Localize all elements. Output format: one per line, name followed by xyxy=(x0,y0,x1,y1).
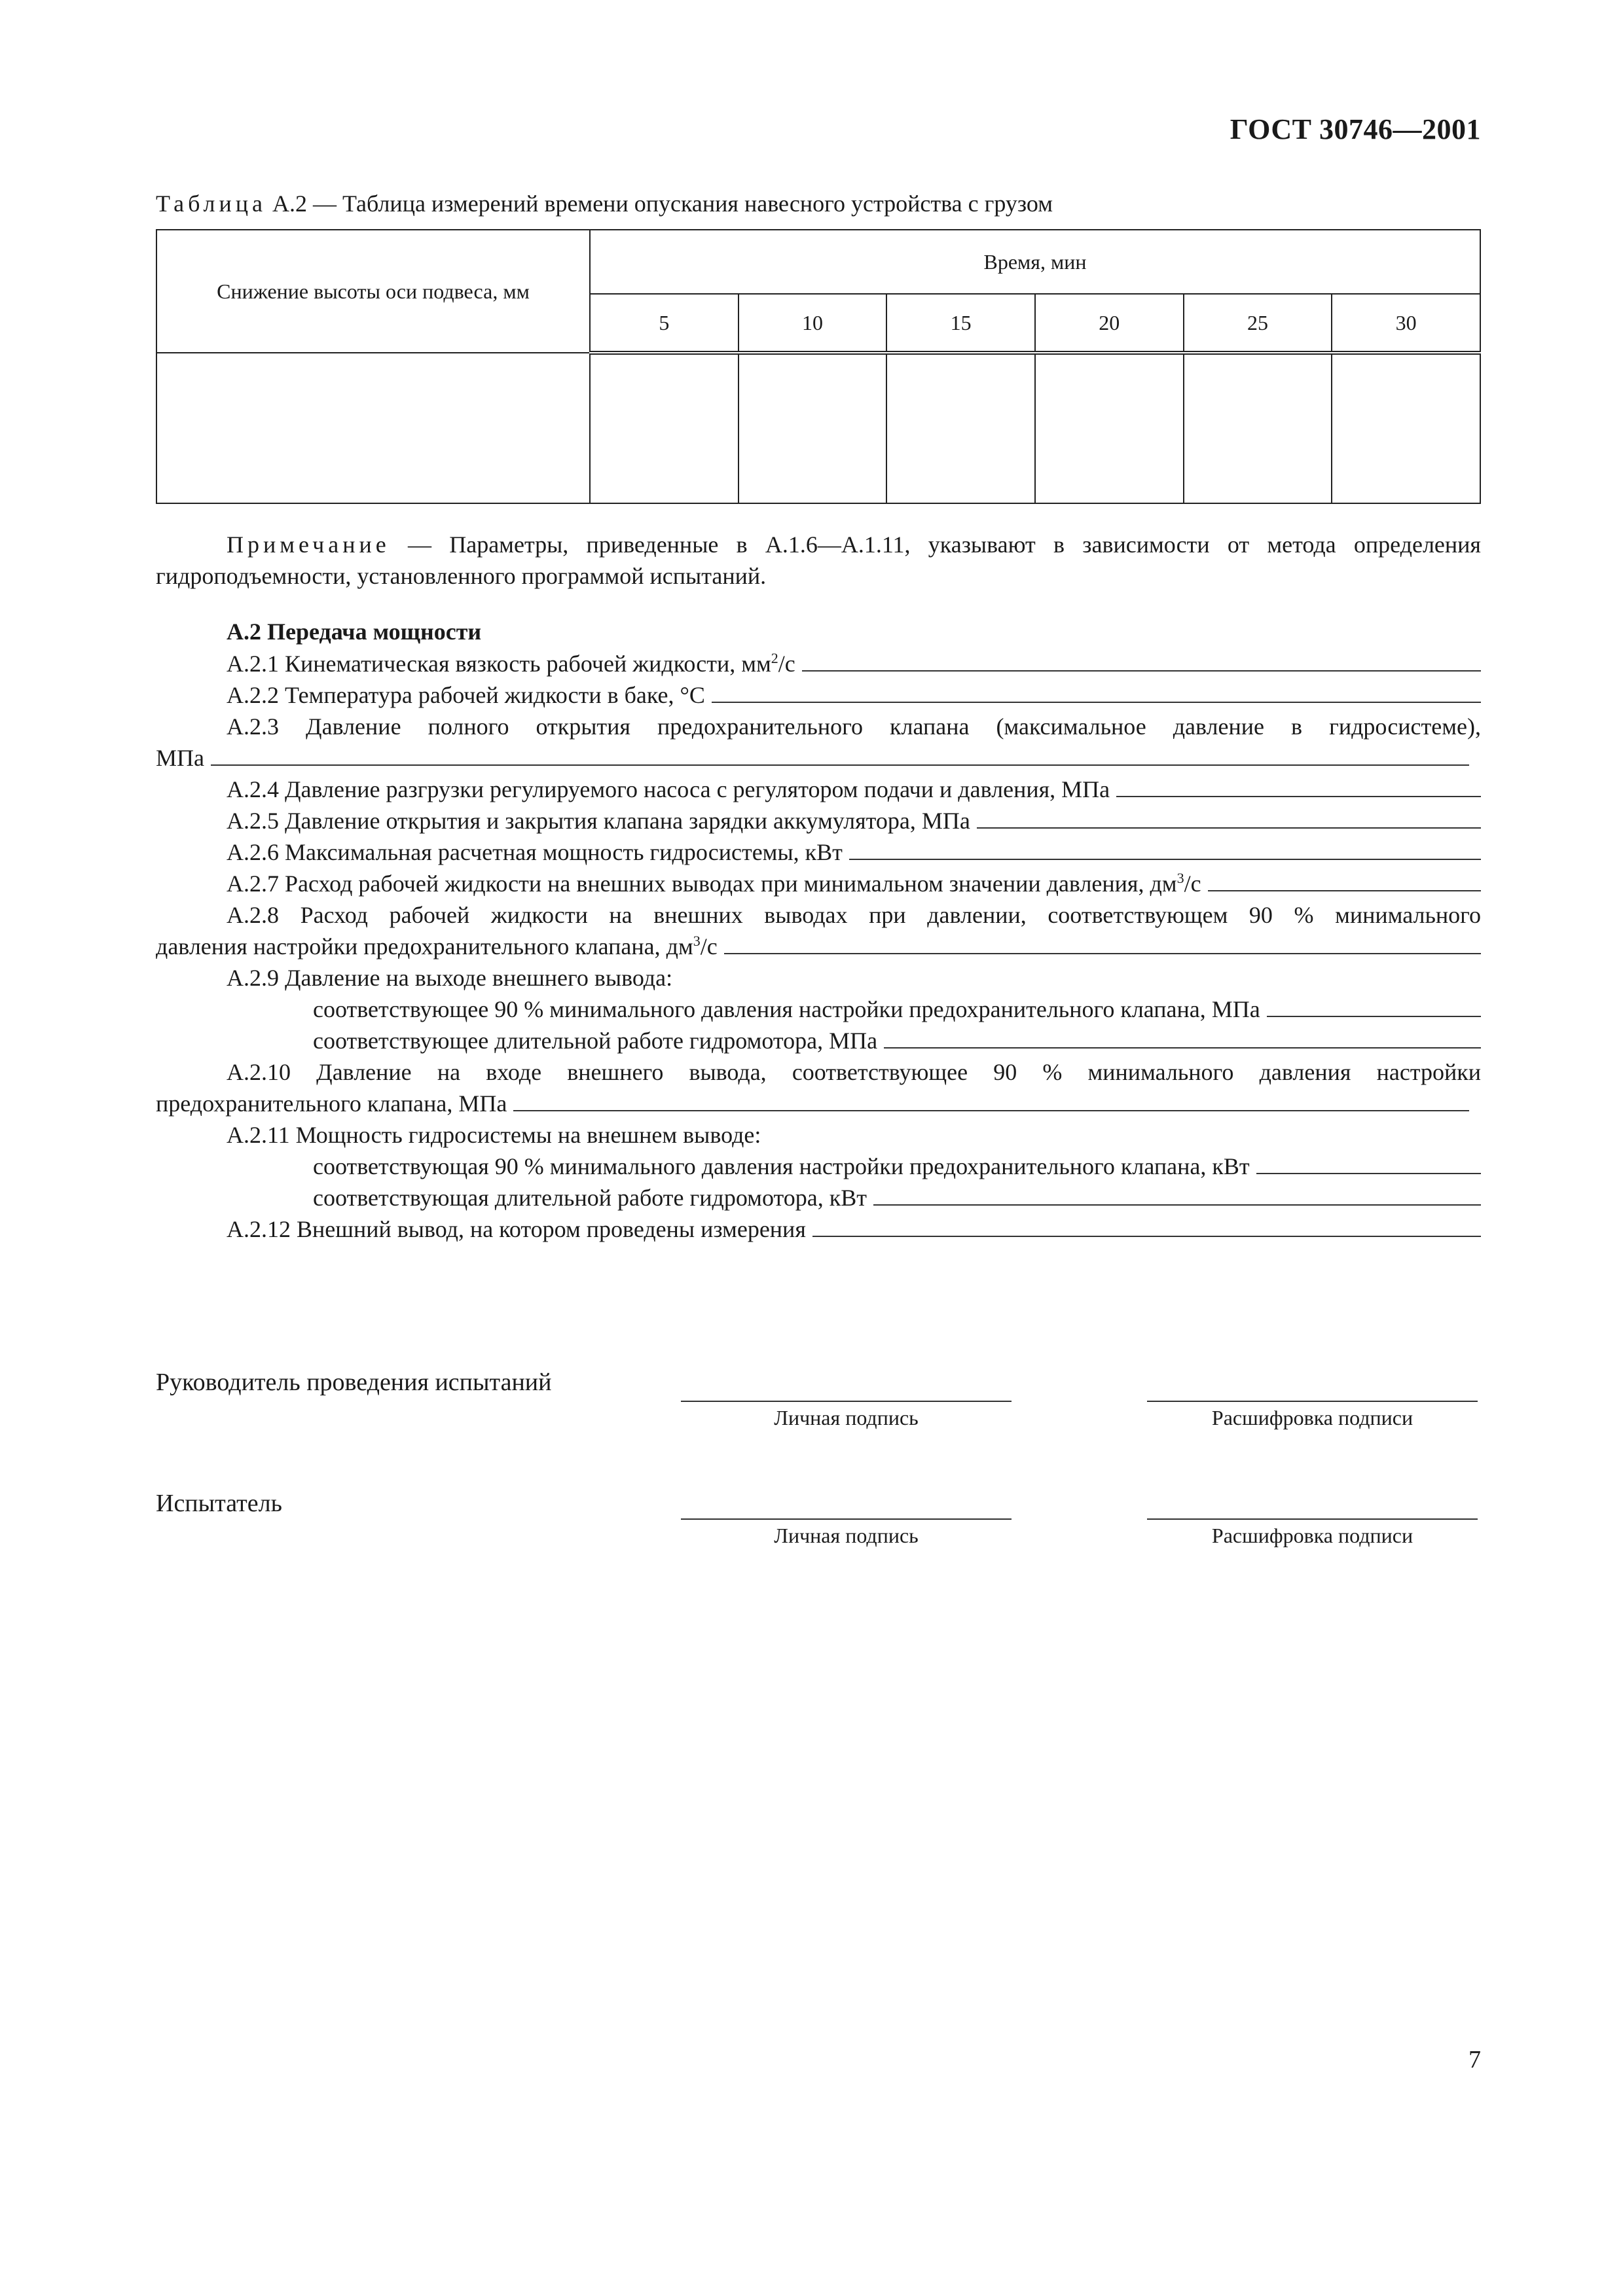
field-row xyxy=(156,962,1481,994)
field-label: А.2.2 Температура рабочей жидкости в баке, °С xyxy=(227,682,705,708)
table-caption xyxy=(156,190,1053,217)
field-label: А.2.10 Давление на входе внешнего вывода, соответствующее 90 % минимального давления настройки xyxy=(227,1059,1481,1085)
fill-in-line[interactable] xyxy=(1267,994,1481,1017)
fill-in-line[interactable] xyxy=(812,1213,1481,1237)
fill-in-line[interactable] xyxy=(1256,1151,1481,1174)
tester-signature-line[interactable] xyxy=(681,1518,1012,1520)
field-row xyxy=(156,836,1481,868)
personal-signature-caption: Личная подпись xyxy=(774,1406,919,1429)
tester-label: Испытатель xyxy=(156,1490,282,1517)
table-cell xyxy=(156,353,590,503)
signature-decoding-caption: Расшифровка подписи xyxy=(1211,1524,1413,1547)
field-label: соответствующее длительной работе гидромотора, МПа xyxy=(313,1028,878,1054)
table-cell xyxy=(590,353,739,503)
table-caption-text: А.2 — Таблица измерений времени опускания навесного устройства с грузом xyxy=(266,190,1053,217)
field-label: А.2.5 Давление открытия и закрытия клапана зарядки аккумулятора, МПа xyxy=(227,808,970,834)
fill-in-line[interactable] xyxy=(873,1182,1481,1206)
row-header-cell: Снижение высоты оси подвеса, мм xyxy=(156,230,590,353)
fill-in-line[interactable] xyxy=(802,648,1481,672)
field-row xyxy=(156,1151,1481,1182)
field-label: соответствующее 90 % минимального давления настройки предохранительного клапана, МПа xyxy=(313,996,1260,1022)
column-header: 20 xyxy=(1035,294,1184,353)
fill-in-line[interactable] xyxy=(977,805,1481,829)
note-text: — Параметры, приведенные в А.1.6—А.1.11, указывают в зависимости от метода определения гидроподъемности, установленного программой испытаний. xyxy=(156,531,1481,589)
column-header: 10 xyxy=(739,294,887,353)
field-label: А.2.6 Максимальная расчетная мощность гидросистемы, кВт xyxy=(227,839,843,865)
fill-in-line[interactable] xyxy=(513,1088,1469,1111)
supervisor-decoding-line[interactable] xyxy=(1147,1401,1478,1402)
table-caption-prefix: Таблица xyxy=(156,190,266,217)
field-row xyxy=(156,994,1481,1025)
personal-signature-caption: Личная подпись xyxy=(774,1524,919,1547)
field-row xyxy=(156,1119,1481,1151)
table-cell xyxy=(1184,353,1332,503)
field-label: А.2.3 Давление полного открытия предохранительного клапана (максимальное давление в гидросистеме), xyxy=(227,713,1481,740)
field-row xyxy=(156,1088,1481,1119)
fill-in-line[interactable] xyxy=(1208,868,1481,891)
document-id: ГОСТ 30746—2001 xyxy=(1230,113,1481,145)
field-label: А.2.8 Расход рабочей жидкости на внешних выводах при давлении, соответствующем 90 % минимального xyxy=(227,902,1481,928)
field-label: соответствующая длительной работе гидромотора, кВт xyxy=(313,1185,867,1211)
field-label: давления настройки предохранительного клапана, $дм^3/с$ xyxy=(156,933,718,960)
fill-in-line[interactable] xyxy=(211,742,1469,766)
time-group-header: Время, мин xyxy=(590,230,1480,294)
power-transfer-section xyxy=(156,615,1481,1245)
table-note xyxy=(156,529,1481,592)
field-row xyxy=(156,1182,1481,1213)
field-row xyxy=(156,1025,1481,1056)
field-row xyxy=(156,868,1481,899)
field-row xyxy=(156,931,1481,962)
note-label: Примечание xyxy=(227,531,390,558)
field-row xyxy=(156,1213,1481,1245)
table-cell xyxy=(739,353,887,503)
field-label: А.2.1 Кинематическая вязкость рабочей жидкости, $мм^2/с$ xyxy=(227,650,795,677)
column-header: 15 xyxy=(886,294,1035,353)
column-header: 25 xyxy=(1184,294,1332,353)
table-cell xyxy=(886,353,1035,503)
field-label: А.2.9 Давление на выходе внешнего вывода: xyxy=(227,965,673,991)
field-row xyxy=(156,805,1481,836)
field-row xyxy=(156,742,1481,774)
column-header: 5 xyxy=(590,294,739,353)
field-label: предохранительного клапана, МПа xyxy=(156,1090,507,1117)
section-title: А.2 Передача мощности xyxy=(227,619,482,645)
field-row xyxy=(156,774,1481,805)
fill-in-line[interactable] xyxy=(724,931,1481,954)
fill-in-line[interactable] xyxy=(884,1025,1481,1049)
field-label: А.2.4 Давление разгрузки регулируемого насоса с регулятором подачи и давления, МПа xyxy=(227,776,1110,802)
field-label: А.2.11 Мощность гидросистемы на внешнем выводе: xyxy=(227,1122,761,1148)
page-number: 7 xyxy=(1468,2046,1481,2073)
fill-in-line[interactable] xyxy=(849,836,1481,860)
supervisor-label: Руководитель проведения испытаний xyxy=(156,1369,552,1396)
measurement-table xyxy=(156,229,1481,504)
field-label: А.2.12 Внешний вывод, на котором проведены измерения xyxy=(227,1216,806,1242)
supervisor-signature-line[interactable] xyxy=(681,1401,1012,1402)
table-cell xyxy=(1035,353,1184,503)
table-cell xyxy=(1332,353,1480,503)
fill-in-line[interactable] xyxy=(1116,774,1481,797)
column-header: 30 xyxy=(1332,294,1480,353)
field-row xyxy=(156,648,1481,679)
tester-decoding-line[interactable] xyxy=(1147,1518,1478,1520)
field-row xyxy=(156,679,1481,711)
field-label: МПа xyxy=(156,745,204,771)
field-label: А.2.7 Расход рабочей жидкости на внешних выводах при минимальном значении давления, $дм^3/с$ xyxy=(227,870,1201,897)
fill-in-line[interactable] xyxy=(712,679,1481,703)
signature-decoding-caption: Расшифровка подписи xyxy=(1211,1406,1413,1429)
field-label: соответствующая 90 % минимального давления настройки предохранительного клапана, кВт xyxy=(313,1153,1250,1179)
